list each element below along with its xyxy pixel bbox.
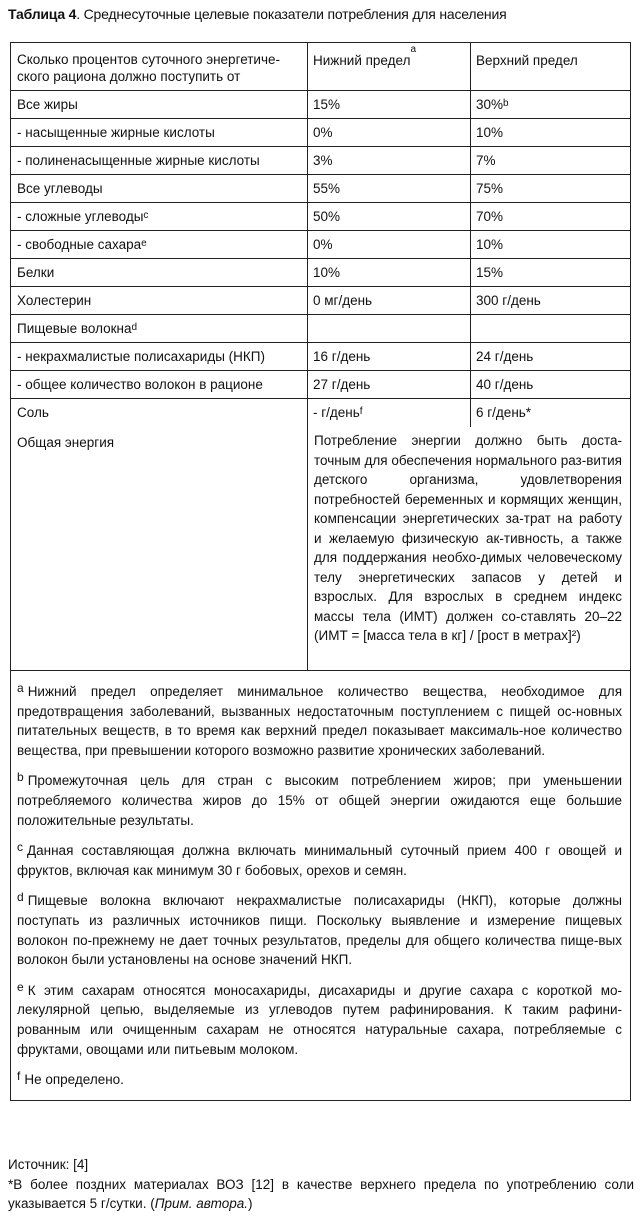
table-row: [11, 91, 630, 119]
cell-upper: [471, 147, 630, 174]
footnote-mark: b: [17, 770, 24, 785]
cell-lower-text: 10%: [313, 264, 341, 280]
cell-upper-text: 6 г/день*: [476, 405, 532, 420]
cell-nutrient-text: Пищевые волокна: [17, 320, 132, 336]
cell-nutrient: [11, 91, 308, 118]
cell-nutrient-text: - некрахмалистые полисахариды (НКП): [17, 348, 265, 364]
cell-upper: [471, 203, 630, 230]
cell-nutrient-text: - полиненасыщенные жирные кислоты: [17, 152, 260, 168]
author-note: [8, 1175, 634, 1214]
cell-nutrient-text: - свободные сахара: [17, 236, 142, 252]
table-row: [11, 371, 630, 399]
cell-upper: [471, 287, 630, 314]
cell-lower-text: 55%: [313, 180, 341, 196]
cell-nutrient-text: Холестерин: [17, 292, 92, 308]
footnotes: [11, 671, 630, 1100]
table-row: [11, 343, 630, 371]
caption-label: Таблица 4: [8, 6, 77, 22]
table-row: [11, 203, 630, 231]
energy-description: Потребление энергии должно быть доста-точным для обеспечения нормального раз-вития детского организма, удовлетворения потребностей беременных и кормящих женщин, компенсации энергетических за-трат на работу и желаемую физическую ак-тивность, а также для поддержания необхо-димых человеческому телу энергетических запасов у детей и взрослых. Для взрослых в среднем индекс массы тела (ИМТ) должен со-ставлять 20–22 (ИМТ = [масса тела в кг] / [рост в метрах]²): [314, 433, 622, 643]
nutrition-table: [10, 42, 631, 1101]
cell-lower-text: 0%: [313, 124, 333, 140]
header-col-upper: Верхний предел: [476, 53, 578, 68]
cell-upper: [471, 315, 630, 342]
footnote-text: Данная составляющая должна включать минимальный суточный прием 400 г овощей и фруктов, включая как минимум 30 г бобовых, орехов и семян.: [17, 843, 622, 878]
footnote-b: [17, 768, 622, 830]
cell-lower-text: - г/день: [313, 405, 360, 420]
cell-nutrient-text: - сложные углеводы: [17, 208, 144, 224]
table-row: [11, 119, 630, 147]
cell-upper: [471, 343, 630, 370]
cell-lower: [308, 259, 471, 286]
table-row: [11, 399, 630, 427]
table-row: [11, 259, 630, 287]
cell-nutrient-text: Белки: [17, 264, 55, 280]
cell-nutrient: [11, 147, 308, 174]
header-lower-label: Нижний предел: [313, 53, 411, 68]
cell-lower-text: 15%: [313, 96, 341, 112]
footnote-mark: a: [17, 681, 24, 695]
footnote-text: Не определено.: [24, 1072, 124, 1088]
header-col-lower: Нижний предел $^a$: [308, 43, 471, 90]
cell-upper-text: 10%: [476, 236, 504, 252]
cell-upper-text: 24 г/день: [476, 348, 534, 364]
cell-nutrient: [11, 399, 308, 427]
cell-lower: [308, 119, 471, 146]
cell-upper-text: 300 г/день: [476, 292, 541, 308]
table-row: [11, 175, 630, 203]
caption-text: . Среднесуточные целевые показатели потребления для населения: [76, 6, 507, 22]
footnote-text: Пищевые волокна включают некрахмалистые полисахариды (НКП), которые должны поступать из различных источников пищи. Поскольку выявление и измерение пищевых волокон по-прежнему не дает точных результатов, пределы для общего количества пище-вых волокон были установлены на основе значений НКП.: [17, 893, 622, 968]
cell-nutrient: [11, 119, 308, 146]
cell-nutrient-text: Все углеводы: [17, 180, 103, 196]
table-body: [11, 91, 630, 427]
cell-lower: [308, 343, 471, 370]
table-row: [11, 231, 630, 259]
cell-lower-text: 50%: [313, 208, 341, 224]
cell-lower-text: 27 г/день: [313, 376, 371, 392]
footnote-mark: c: [17, 840, 23, 855]
footnote-text: Нижний предел определяет минимальное количество вещества, необходимое для предотвращения заболеваний, вызванных недостаточным поступлением с пищей ос-новных питательных веществ, в то время как верхний предел показывает максималь-ное количество вещества, при превышении которого возможно развитие хронических заболеваний.: [17, 684, 622, 758]
cell-nutrient-text: Соль: [17, 405, 49, 420]
cell-lower: [308, 371, 471, 398]
cell-upper: [471, 259, 630, 286]
cell-lower: [308, 175, 471, 202]
footnote-e: [17, 978, 622, 1059]
cell-nutrient: - сложные углеводы $^c$: [11, 203, 308, 230]
footnotes-list: [17, 679, 622, 1090]
cell-upper-text: 15%: [476, 264, 504, 280]
cell-upper: [471, 399, 630, 427]
cell-lower: [308, 231, 471, 258]
cell-lower-text: 0 мг/день: [313, 292, 373, 308]
table-row-energy: [11, 427, 630, 671]
cell-lower: - г/день $^f$: [308, 399, 471, 427]
table-header-row: [11, 43, 630, 91]
source-line: Источник: [4]: [8, 1157, 89, 1172]
cell-upper: [471, 371, 630, 398]
footnote-d: [17, 888, 622, 969]
source-block: [8, 1155, 634, 1214]
footnote-mark: e: [17, 979, 24, 994]
cell-upper-text: 75%: [476, 180, 504, 196]
header-col-nutrient: Сколько процентов суточного энергетиче-ского рациона должно поступить от: [11, 43, 308, 90]
author-note-text: *В более поздних материалах ВОЗ [12] в качестве верхнего предела по употреблению соли указывается 5 г/сутки. (: [8, 1176, 634, 1211]
footnote-text: Промежуточная цель для стран с высоким потреблением жиров; при уменьшении потребляемого количества жиров до 15% от общей энергии ожидаются еще большие положительные результаты.: [17, 773, 622, 828]
cell-nutrient: Пищевые волокна $^d$: [11, 315, 308, 342]
cell-upper: 30% $^b$: [471, 91, 630, 118]
cell-upper-text: 7%: [476, 152, 496, 168]
cell-upper-text: 30%: [476, 96, 504, 112]
footnote-c: [17, 838, 622, 880]
cell-nutrient: [11, 175, 308, 202]
cell-nutrient-text: - насыщенные жирные кислоты: [17, 124, 215, 140]
table-row: [11, 147, 630, 175]
cell-lower: [308, 203, 471, 230]
footnote-a: [17, 679, 622, 760]
cell-lower: [308, 147, 471, 174]
cell-nutrient: - свободные сахара $^e$: [11, 231, 308, 258]
cell-upper: [471, 119, 630, 146]
cell-nutrient: [11, 371, 308, 398]
cell-nutrient: [11, 287, 308, 314]
author-note-end: ): [248, 1196, 253, 1211]
cell-lower-text: 0%: [313, 236, 333, 252]
cell-upper-text: 40 г/день: [476, 376, 534, 392]
table-caption: [8, 6, 506, 22]
cell-nutrient: [11, 259, 308, 286]
cell-lower: [308, 91, 471, 118]
cell-upper-text: 10%: [476, 124, 504, 140]
footnote-mark: f: [17, 1069, 21, 1084]
cell-upper: [471, 175, 630, 202]
cell-nutrient-text: Все жиры: [17, 96, 78, 112]
cell-lower-text: 16 г/день: [313, 348, 371, 364]
footnote-text: К этим сахарам относятся моносахариды, дисахариды и другие сахара с короткой мо-лекулярной цепью, выделяемые из углеводов путем рафинирования. К таким рафини-рованным или очищенным сахарам не относятся натуральные сахара, потребляемые с фруктами, овощами или питьевым молоком.: [17, 982, 622, 1057]
cell-lower-text: 3%: [313, 152, 333, 168]
cell-nutrient: [11, 343, 308, 370]
table-row: [11, 287, 630, 315]
table-row: [11, 315, 630, 343]
cell-upper: [471, 231, 630, 258]
cell-lower: [308, 315, 471, 342]
cell-upper-text: 70%: [476, 208, 504, 224]
energy-label: Общая энергия: [11, 427, 308, 670]
footnote-f: [17, 1067, 622, 1090]
cell-lower: [308, 287, 471, 314]
author-note-italic: Прим. автора.: [154, 1196, 249, 1211]
cell-nutrient-text: - общее количество волокон в рационе: [17, 376, 263, 392]
footnote-mark: d: [17, 890, 24, 905]
